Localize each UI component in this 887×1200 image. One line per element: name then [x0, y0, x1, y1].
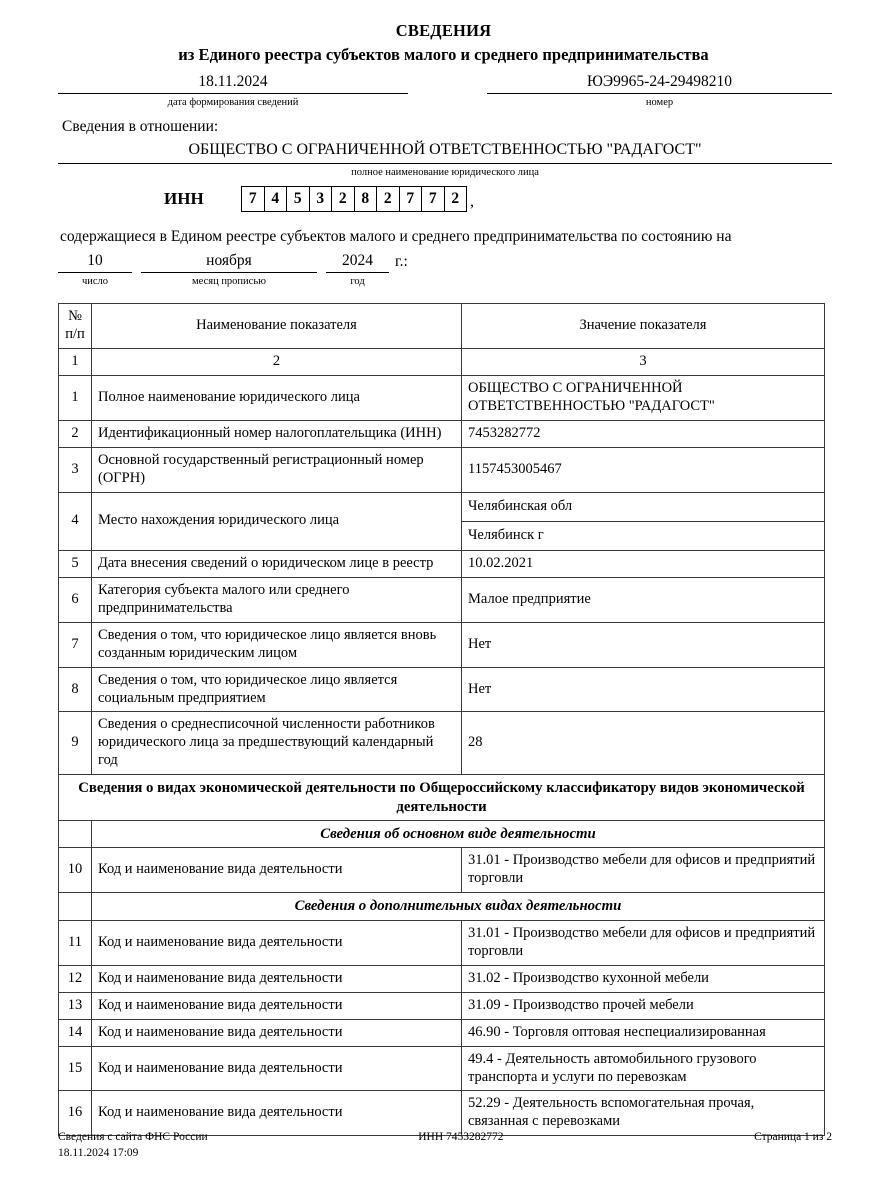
subject-block: [58, 140, 832, 178]
registry-statement: содержащиеся в Едином реестре субъектов малого и среднего предпринимательства по состоянию на: [60, 228, 732, 245]
additional-activity-header-row: [59, 893, 825, 920]
inn-digit: 4: [265, 187, 288, 211]
as-of-month-field: [141, 252, 317, 287]
row-name: Сведения о том, что юридическое лицо является вновь созданным юридическим лицом: [92, 622, 462, 667]
table-row: [59, 420, 825, 447]
inn-digit: 7: [422, 187, 445, 211]
row-name: Сведения о том, что юридическое лицо является социальным предприятием: [92, 667, 462, 712]
subject-name-caption: полное наименование юридического лица: [351, 167, 539, 178]
row-value: Малое предприятие: [462, 577, 825, 622]
as-of-day-caption: число: [81, 275, 109, 287]
additional-activity-title: Сведения о дополнительных видах деятельности: [92, 893, 825, 920]
table-row: [59, 667, 825, 712]
table-row: [59, 965, 825, 992]
page-subtitle: из Единого реестра субъектов малого и среднего предпринимательства: [178, 45, 709, 65]
row-value-split: [462, 492, 825, 550]
row-value: 28: [462, 712, 825, 775]
row-name: Основной государственный регистрационный номер (ОГРН): [92, 447, 462, 492]
row-number: 10: [59, 848, 92, 893]
okved-section-header-row: [59, 775, 825, 821]
table-row: [59, 622, 825, 667]
inn-trailing-comma: ,: [470, 193, 474, 210]
table-row: [59, 577, 825, 622]
row-number: 13: [59, 992, 92, 1019]
row-number: 7: [59, 622, 92, 667]
inn-digit: 2: [377, 187, 400, 211]
footer-page-number: Страница 1 из 2: [754, 1130, 832, 1143]
subject-name-value: ОБЩЕСТВО С ОГРАНИЧЕННОЙ ОТВЕТСТВЕННОСТЬЮ "РАДАГОСТ": [58, 140, 832, 164]
row-number: 15: [59, 1046, 92, 1091]
column-header-value: Значение показателя: [462, 304, 825, 349]
row-number: 8: [59, 667, 92, 712]
row-value: 49.4 - Деятельность автомобильного грузового транспорта и услуги по перевозкам: [462, 1046, 825, 1091]
document-number-field: [487, 72, 832, 110]
table-row: [59, 712, 825, 775]
column-number-1: 1: [59, 348, 92, 375]
row-number: 9: [59, 712, 92, 775]
row-number: 3: [59, 447, 92, 492]
row-name: Код и наименование вида деятельности: [92, 1019, 462, 1046]
page-title: СВЕДЕНИЯ: [395, 21, 492, 40]
as-of-year-caption: год: [350, 275, 365, 287]
row-number: 1: [59, 375, 92, 420]
footer-inn: ИНН 7453282772: [418, 1130, 504, 1143]
formation-date-caption: дата формирования сведений: [167, 97, 299, 109]
column-header-num-line1: №: [68, 308, 82, 324]
as-of-month-value: ноября: [141, 252, 317, 273]
table-header-row: [59, 304, 825, 349]
column-number-3: 3: [462, 348, 825, 375]
table-row: [59, 492, 825, 550]
as-of-day-field: [58, 252, 132, 287]
as-of-year-value: 2024: [326, 252, 389, 273]
column-header-num-line2: п/п: [65, 325, 85, 342]
footer-source: [58, 1129, 208, 1162]
document-number-value: ЮЭ9965-24-29498210: [487, 72, 832, 94]
table-row: [59, 375, 825, 420]
inn-digit: 3: [310, 187, 333, 211]
row-value: 10.02.2021: [462, 550, 825, 577]
row-name: Код и наименование вида деятельности: [92, 992, 462, 1019]
row-name: Полное наименование юридического лица: [92, 375, 462, 420]
row-value: 31.02 - Производство кухонной мебели: [462, 965, 825, 992]
row-value: 31.09 - Производство прочей мебели: [462, 992, 825, 1019]
row-value: 1157453005467: [462, 447, 825, 492]
column-number-2: 2: [92, 348, 462, 375]
okved-section-title: Сведения о видах экономической деятельности по Общероссийскому классификатору видов экономической деятельности: [59, 775, 825, 821]
inn-digit: 8: [355, 187, 378, 211]
row-number: 12: [59, 965, 92, 992]
table-row: [59, 848, 825, 893]
footer-source-line2: 18.11.2024 17:09: [58, 1147, 139, 1160]
row-name: Категория субъекта малого или среднего предпринимательства: [92, 577, 462, 622]
row-value: Нет: [462, 667, 825, 712]
primary-activity-title: Сведения об основном виде деятельности: [92, 821, 825, 848]
row-name: Дата внесения сведений о юридическом лице в реестр: [92, 550, 462, 577]
formation-date-field: [58, 72, 408, 110]
row-value: ОБЩЕСТВО С ОГРАНИЧЕННОЙ ОТВЕТСТВЕННОСТЬЮ "РАДАГОСТ": [462, 375, 825, 420]
row-name: Сведения о среднесписочной численности работников юридического лица за предшествующий календарный год: [92, 712, 462, 775]
table-row: [59, 1046, 825, 1091]
column-header-name: Наименование показателя: [92, 304, 462, 349]
row-number: 16: [59, 1091, 92, 1136]
table-row: [59, 447, 825, 492]
as-of-month-caption: месяц прописью: [192, 275, 266, 287]
row-name: Код и наименование вида деятельности: [92, 1046, 462, 1091]
row-name: Код и наименование вида деятельности: [92, 920, 462, 965]
row-value: 31.01 - Производство мебели для офисов и предприятий торговли: [462, 848, 825, 893]
row-value-line2: Челябинск г: [468, 526, 544, 543]
subject-label: Сведения в отношении:: [62, 118, 219, 135]
inn-digit: 2: [332, 187, 355, 211]
row-name: Идентификационный номер налогоплательщика (ИНН): [92, 420, 462, 447]
footer-source-line1: Сведения с сайта ФНС России: [58, 1130, 208, 1143]
empty-number-cell: [59, 821, 92, 848]
row-value: 31.01 - Производство мебели для офисов и предприятий торговли: [462, 920, 825, 965]
empty-number-cell: [59, 893, 92, 920]
formation-date-value: 18.11.2024: [58, 72, 408, 94]
row-number: 11: [59, 920, 92, 965]
inn-digit: 2: [451, 190, 460, 207]
table-row: [59, 550, 825, 577]
table-row: [59, 992, 825, 1019]
row-number: 5: [59, 550, 92, 577]
registry-table: [58, 303, 825, 1136]
row-value: 46.90 - Торговля оптовая неспециализированная: [462, 1019, 825, 1046]
row-name: Код и наименование вида деятельности: [92, 1091, 462, 1136]
primary-activity-header-row: [59, 821, 825, 848]
row-number: 2: [59, 420, 92, 447]
inn-digit-boxes: [241, 186, 467, 212]
row-name: Место нахождения юридического лица: [92, 492, 462, 550]
header-meta-row: [58, 72, 832, 110]
page-footer: [58, 1129, 832, 1162]
row-number: 14: [59, 1019, 92, 1046]
row-value: Нет: [462, 622, 825, 667]
row-value: 52.29 - Деятельность вспомогательная прочая, связанная с перевозками: [462, 1091, 825, 1136]
inn-label: ИНН: [164, 189, 204, 208]
column-header-num: [59, 304, 92, 349]
as-of-day-value: 10: [58, 252, 132, 273]
column-number-row: [59, 348, 825, 375]
table-row: [59, 1019, 825, 1046]
row-name: Код и наименование вида деятельности: [92, 965, 462, 992]
row-value-line1: Челябинская обл: [462, 493, 824, 522]
document-number-caption: номер: [645, 97, 674, 109]
inn-digit: 7: [242, 187, 265, 211]
row-number: 6: [59, 577, 92, 622]
row-value: 7453282772: [462, 420, 825, 447]
as-of-year-suffix: г.:: [395, 253, 408, 270]
as-of-year-field: [326, 252, 389, 287]
inn-digit: 7: [400, 187, 423, 211]
inn-digit: 5: [287, 187, 310, 211]
inn-row: [58, 186, 474, 212]
table-row: [59, 920, 825, 965]
as-of-date-row: [58, 252, 408, 287]
row-name: Код и наименование вида деятельности: [92, 848, 462, 893]
row-number: 4: [59, 492, 92, 550]
